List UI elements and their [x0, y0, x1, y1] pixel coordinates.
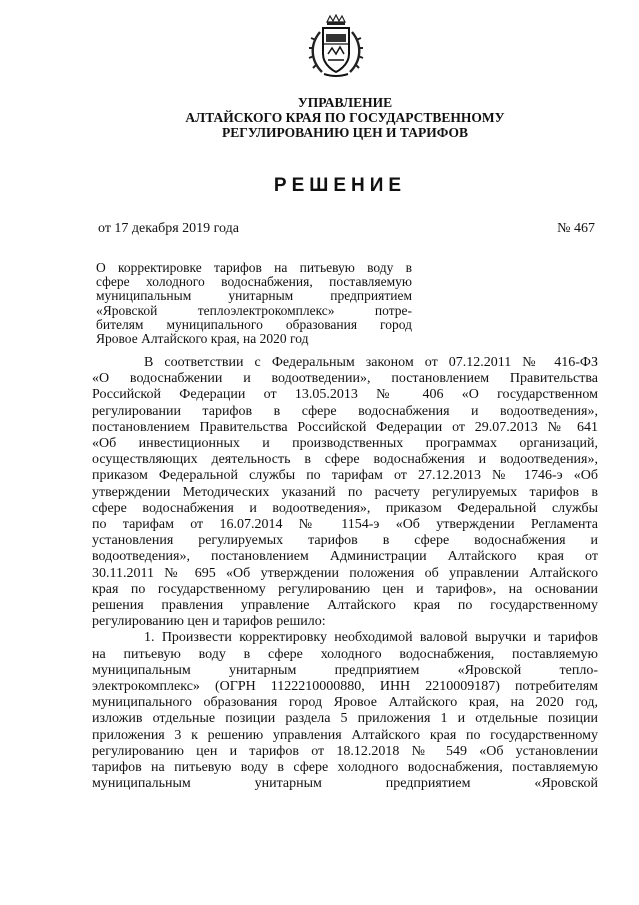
- body-line: осуществляющих деятельность в сфере водоснабжения и водоотведения»,: [92, 452, 598, 468]
- subject-line: сфере холодного водоснабжения, поставляемую: [96, 274, 412, 290]
- org-line: РЕГУЛИРОВАНИЮ ЦЕН И ТАРИФОВ: [221, 125, 469, 140]
- body-line: установления регулируемых тарифов в сфере водоснабжения и: [92, 533, 598, 549]
- body-line: муниципального образования город Яровое Алтайского края, на 2020 год,: [92, 695, 598, 711]
- document-subject: [96, 261, 412, 346]
- document-number: № 467: [557, 221, 595, 236]
- org-line: УПРАВЛЕНИЕ: [297, 95, 393, 110]
- body-line: сфере водоснабжения и водоотведения», приказом Федеральной службы: [92, 500, 598, 516]
- body-line: решения правления управление Алтайского края по государственному: [92, 598, 598, 614]
- body-line: тарифов на питьевую воду в сфере холодного водоснабжения, поставляемую: [92, 760, 598, 776]
- body-line: по тарифам от 16.07.2014 № 1154-э «Об утверждении Регламента: [92, 517, 598, 533]
- body-line: «Об инвестиционных и производственных программах организаций,: [92, 436, 598, 452]
- subject-line: О корректировке тарифов на питьевую воду в: [96, 260, 412, 275]
- document-type-title: РЕШЕНИЕ: [273, 175, 407, 196]
- body-line: изложив отдельные позиции раздела 5 приложения 1 и отдельные позиции: [92, 711, 598, 727]
- subject-line: муниципальным унитарным предприятием: [96, 288, 412, 304]
- subject-line: бителям муниципального образования город: [96, 316, 412, 332]
- body-line: «О водоснабжении и водоотведении», постановлением Правительства: [92, 371, 598, 387]
- body-line: муниципальным унитарным предприятием «Яровской тепло-: [92, 662, 598, 678]
- body-line: Российской Федерации от 13.05.2013 № 406 «О государственном: [92, 387, 598, 403]
- body-line: края по государственному регулированию цен и тарифов», на основании: [92, 581, 598, 597]
- body-line: утверждении Методических указаний по расчету регулируемых тарифов в: [92, 484, 598, 500]
- body-line: 1. Произвести корректировку необходимой валовой выручки и тарифов: [144, 630, 598, 646]
- body-line: приказом Федеральной службы по тарифам от 27.12.2013 № 1746-э «Об: [92, 468, 598, 484]
- body-line: водоотведения», постановлением Администрации Алтайского края от: [92, 549, 598, 565]
- organization-name: [150, 95, 540, 140]
- body-line: на питьевую воду в сфере холодного водоснабжения, поставляемую: [92, 646, 598, 662]
- body-line: муниципальным унитарным предприятием «Яровской: [92, 776, 598, 792]
- body-line: постановлением Правительства Российской Федерации от 29.07.2013 № 641: [92, 419, 598, 435]
- body-line: 30.11.2011 № 695 «Об утверждении положения об управлении Алтайского: [92, 565, 598, 581]
- document-date: от 17 декабря 2019 года: [98, 221, 239, 236]
- coat-of-arms-icon: [306, 14, 366, 80]
- subject-line: Яровое Алтайского края, на 2020 год: [96, 331, 309, 347]
- body-line: регулированию цен и тарифов решило:: [92, 614, 326, 630]
- body-line: приложения 3 к решению управления Алтайского края по государственному: [92, 727, 598, 743]
- org-line: АЛТАЙСКОГО КРАЯ ПО ГОСУДАРСТВЕННОМУ: [185, 110, 505, 125]
- body-line: регулировании тарифов в сфере водоснабжения и водоотведения»,: [92, 403, 598, 419]
- body-line: регулированию цен и тарифов от 18.12.2018 № 549 «Об установлении: [92, 743, 598, 759]
- document-body: [92, 355, 598, 792]
- body-line: В соответствии с Федеральным законом от 07.12.2011 № 416-ФЗ: [144, 355, 598, 370]
- subject-line: «Яровской теплоэлектрокомплекс» потре-: [96, 302, 412, 318]
- body-line: электрокомплекс» (ОГРН 1122210000880, ИНН 2210009187) потребителям: [92, 679, 598, 695]
